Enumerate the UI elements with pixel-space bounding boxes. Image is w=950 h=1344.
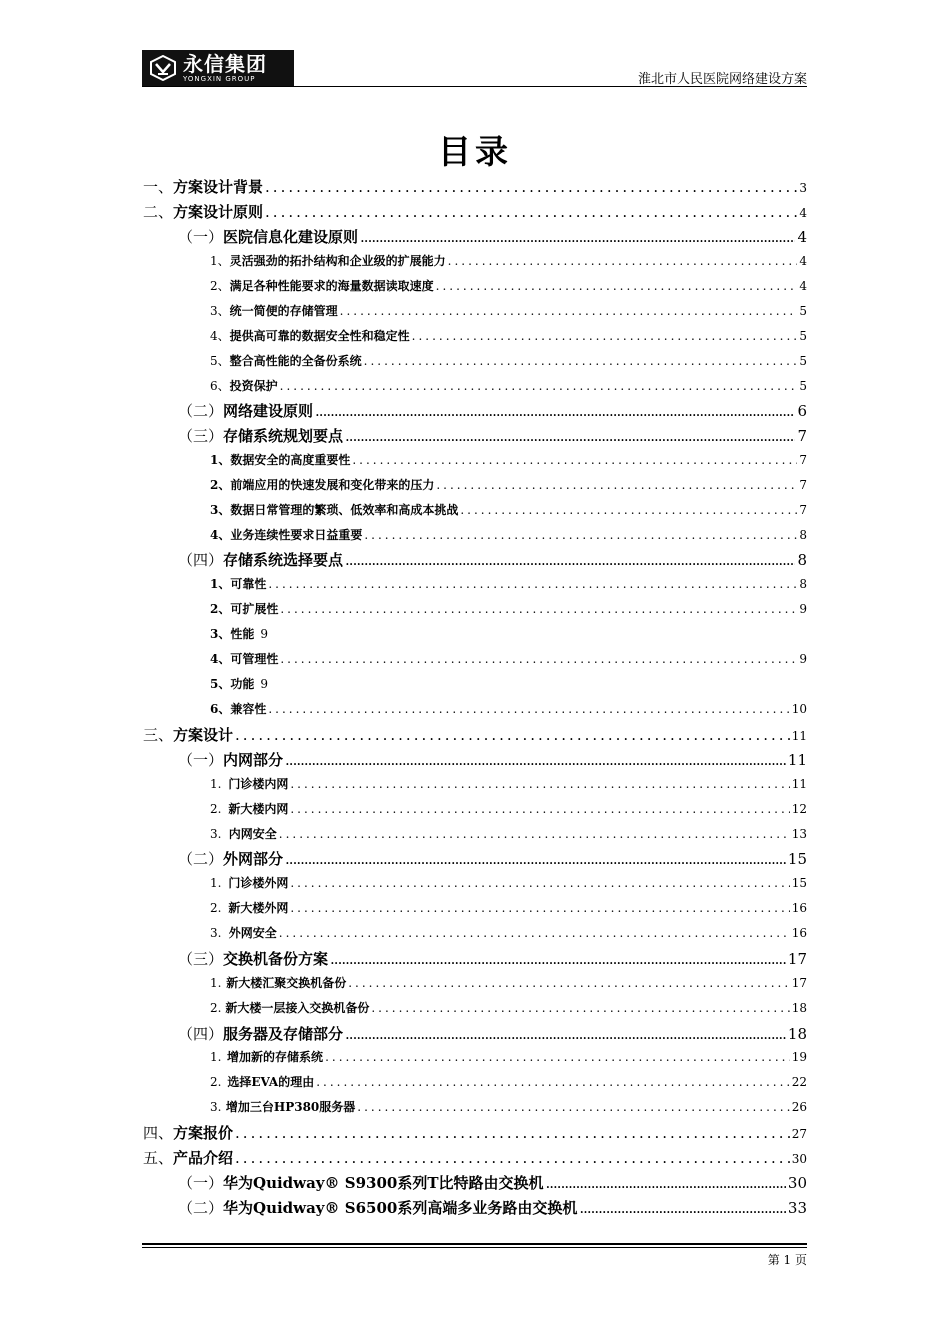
toc-entry-number: （一） — [178, 1174, 224, 1192]
toc-dot-leader — [325, 1050, 790, 1064]
toc-entry[interactable] — [210, 625, 268, 642]
toc-entry-page: 4 — [799, 254, 807, 268]
company-logo — [142, 50, 294, 86]
toc-entry[interactable] — [178, 226, 807, 247]
toc-dot-leader — [371, 1001, 789, 1015]
toc-entry-title: 4、业务连续性要求日益重要 — [210, 528, 363, 542]
toc-entry[interactable] — [210, 924, 807, 941]
toc-entry-page: 3 — [799, 181, 807, 195]
toc-entry-number: 1、 — [210, 254, 230, 268]
toc-entry-number: 2. — [210, 1001, 222, 1015]
toc-entry-page: 6 — [797, 402, 807, 420]
toc-entry-page: 7 — [799, 453, 807, 467]
toc-dot-leader — [364, 528, 797, 542]
toc-entry[interactable] — [178, 400, 807, 421]
header-divider — [142, 86, 807, 87]
toc-entry-page: 9 — [260, 677, 268, 691]
toc-entry-title: 新大楼外网 — [228, 901, 289, 915]
toc-dot-leader — [285, 751, 786, 769]
toc-entry[interactable] — [210, 899, 807, 916]
toc-dot-leader — [285, 850, 786, 868]
toc-entry[interactable] — [210, 327, 807, 344]
toc-entry-number: （三） — [178, 950, 224, 968]
toc-entry-page: 15 — [791, 876, 807, 890]
toc-entry-page: 22 — [791, 1075, 807, 1089]
toc-entry-number: 一、 — [143, 178, 174, 196]
toc-entry[interactable] — [143, 176, 807, 197]
toc-entry-title: 3、性能 — [210, 627, 255, 641]
toc-entry-page: 19 — [791, 1050, 807, 1064]
toc-entry[interactable] — [210, 999, 807, 1016]
toc-entry-number: 2. — [210, 802, 222, 816]
toc-dot-leader — [345, 1025, 786, 1043]
toc-dot-leader — [345, 427, 795, 445]
toc-entry-page: 11 — [791, 729, 807, 743]
footer-divider — [142, 1243, 807, 1245]
toc-entry-title: 满足各种性能要求的海量数据读取速度 — [229, 279, 434, 293]
toc-entry-number: 3、 — [210, 304, 230, 318]
toc-entry[interactable] — [210, 501, 807, 518]
toc-entry-page: 9 — [260, 627, 268, 641]
logo-emblem-icon — [147, 53, 179, 83]
toc-dot-leader — [460, 503, 797, 517]
toc-entry-title: 存储系统选择要点 — [223, 551, 344, 569]
toc-entry-title: 增加新的存储系统 — [227, 1050, 324, 1064]
toc-entry[interactable] — [210, 800, 807, 817]
toc-entry-title: 外网安全 — [228, 926, 277, 940]
toc-entry-title: 外网部分 — [223, 850, 284, 868]
toc-entry[interactable] — [210, 675, 268, 692]
toc-entry-page: 7 — [799, 503, 807, 517]
toc-entry-page: 12 — [791, 802, 807, 816]
toc-entry-number: 2. — [210, 901, 222, 915]
footer-divider-thin — [142, 1247, 807, 1248]
toc-entry[interactable] — [178, 1197, 807, 1218]
toc-dot-leader — [330, 950, 786, 968]
toc-dot-leader — [357, 1100, 789, 1114]
toc-entry[interactable] — [178, 1172, 807, 1193]
toc-entry-number: （二） — [178, 402, 224, 420]
toc-entry[interactable] — [210, 650, 807, 667]
toc-dot-leader — [345, 551, 795, 569]
toc-entry-number: （二） — [178, 1199, 224, 1217]
toc-entry-page: 18 — [787, 1025, 807, 1043]
toc-dot-leader — [436, 279, 798, 293]
toc-entry-number: 3. — [210, 1100, 222, 1114]
toc-entry-number: （二） — [178, 850, 224, 868]
toc-entry-title: 医院信息化建设原则 — [223, 228, 359, 246]
toc-entry-page: 4 — [799, 206, 807, 220]
toc-entry[interactable] — [210, 1098, 807, 1115]
toc-entry[interactable] — [210, 352, 807, 369]
toc-dot-leader — [290, 901, 789, 915]
toc-dot-leader — [448, 254, 798, 268]
toc-dot-leader — [360, 228, 795, 246]
toc-entry-number: （一） — [178, 228, 224, 246]
toc-entry[interactable] — [178, 549, 807, 570]
toc-entry[interactable] — [178, 948, 807, 969]
toc-dot-leader — [280, 652, 797, 666]
toc-entry-title: 灵活强劲的拓扑结构和企业级的扩展能力 — [229, 254, 446, 268]
toc-entry-page: 16 — [791, 901, 807, 915]
toc-dot-leader — [268, 577, 797, 591]
toc-entry[interactable] — [210, 700, 807, 717]
toc-entry-number: 二、 — [143, 203, 174, 221]
toc-entry-title: 提供高可靠的数据安全性和稳定性 — [229, 329, 410, 343]
toc-entry[interactable] — [178, 1023, 807, 1044]
toc-entry-page: 11 — [791, 777, 807, 791]
toc-dot-leader — [579, 1199, 786, 1217]
toc-dot-leader — [315, 402, 795, 420]
toc-entry-number: 2. — [210, 1075, 222, 1089]
toc-entry[interactable] — [210, 775, 807, 792]
logo-english-text: YONGXIN GROUP — [183, 74, 256, 83]
toc-entry-page: 17 — [787, 950, 807, 968]
toc-entry-title: 交换机备份方案 — [223, 950, 329, 968]
toc-dot-leader — [280, 602, 797, 616]
toc-dot-leader — [279, 827, 790, 841]
toc-entry-title: 服务器及存储部分 — [223, 1025, 344, 1043]
toc-entry-title: 方案设计背景 — [173, 178, 264, 196]
toc-entry-page: 13 — [791, 827, 807, 841]
toc-entry-page: 8 — [799, 528, 807, 542]
toc-entry-title: 门诊楼外网 — [228, 876, 289, 890]
toc-entry-number: （一） — [178, 751, 224, 769]
toc-entry-number: （四） — [178, 551, 224, 569]
toc-entry[interactable] — [210, 575, 807, 592]
toc-entry-title: 1、数据安全的高度重要性 — [210, 453, 351, 467]
toc-entry[interactable] — [210, 252, 807, 269]
toc-entry-page: 9 — [799, 602, 807, 616]
toc-entry-title: 统一简便的存储管理 — [229, 304, 338, 318]
toc-entry-title: 方案设计 — [173, 726, 234, 744]
toc-entry[interactable] — [210, 526, 807, 543]
toc-entry-page: 10 — [791, 702, 807, 716]
toc-entry-page: 8 — [797, 551, 807, 569]
toc-entry-title: 投资保护 — [229, 379, 278, 393]
toc-entry-page: 5 — [799, 379, 807, 393]
toc-entry-number: 3. — [210, 827, 222, 841]
toc-entry-page: 4 — [799, 279, 807, 293]
toc-entry-number: （三） — [178, 427, 224, 445]
toc-entry[interactable] — [210, 1073, 807, 1090]
toc-entry-page: 18 — [791, 1001, 807, 1015]
logo-chinese-text: 永信集团 — [183, 51, 267, 76]
toc-dot-leader — [235, 1124, 790, 1142]
toc-entry-page: 4 — [797, 228, 807, 246]
toc-dot-leader — [316, 1075, 790, 1089]
toc-entry-number: 五、 — [143, 1149, 174, 1167]
toc-entry[interactable] — [210, 451, 807, 468]
toc-entry-title: 6、兼容性 — [210, 702, 267, 716]
toc-entry[interactable] — [143, 201, 807, 222]
toc-entry-page: 33 — [787, 1199, 807, 1217]
toc-entry[interactable] — [210, 974, 807, 991]
toc-entry[interactable] — [210, 277, 807, 294]
toc-entry-title: 选择EVA的理由 — [227, 1075, 315, 1089]
toc-entry-page: 15 — [787, 850, 807, 868]
page-header — [142, 50, 807, 88]
toc-entry-title: 2、前端应用的快速发展和变化带来的压力 — [210, 478, 435, 492]
toc-entry-page: 30 — [791, 1152, 807, 1166]
toc-entry-page: 7 — [799, 478, 807, 492]
toc-entry-page: 8 — [799, 577, 807, 591]
toc-entry[interactable] — [210, 1048, 807, 1065]
page-number: 第 1 页 — [767, 1253, 807, 1267]
toc-entry-number: 5、 — [210, 354, 230, 368]
toc-entry-number: 1. — [210, 876, 222, 890]
toc-entry-title: 内网部分 — [223, 751, 284, 769]
toc-dot-leader — [265, 203, 797, 221]
toc-entry-number: 2、 — [210, 279, 230, 293]
toc-dot-leader — [290, 876, 789, 890]
toc-entry[interactable] — [143, 1122, 807, 1143]
toc-entry[interactable] — [178, 425, 807, 446]
toc-entry-title: 增加三台HP380服务器 — [225, 1100, 356, 1114]
toc-dot-leader — [364, 354, 798, 368]
toc-entry[interactable] — [210, 377, 807, 394]
toc-dot-leader — [279, 926, 790, 940]
toc-entry-title: 5、功能 — [210, 677, 255, 691]
toc-entry-title: 网络建设原则 — [223, 402, 314, 420]
toc-entry-page: 26 — [791, 1100, 807, 1114]
toc-dot-leader — [412, 329, 798, 343]
toc-entry-page: 5 — [799, 329, 807, 343]
toc-entry-title: 新大楼一层接入交换机备份 — [225, 1001, 370, 1015]
toc-entry-title: 方案设计原则 — [173, 203, 264, 221]
toc-dot-leader — [280, 379, 798, 393]
toc-entry-number: 四、 — [143, 1124, 174, 1142]
toc-entry-number: 3. — [210, 926, 222, 940]
toc-entry[interactable] — [178, 749, 807, 770]
toc-entry[interactable] — [178, 848, 807, 869]
toc-entry-title: 华为Quidway® S6500系列高端多业务路由交换机 — [223, 1199, 578, 1217]
toc-entry-page: 16 — [791, 926, 807, 940]
toc-entry-page: 11 — [787, 751, 807, 769]
toc-dot-leader — [290, 802, 789, 816]
toc-entry-title: 内网安全 — [228, 827, 277, 841]
toc-entry-number: 1. — [210, 976, 222, 990]
toc-entry-page: 17 — [791, 976, 807, 990]
toc-heading: 目录 — [438, 132, 512, 171]
toc-entry-page: 5 — [799, 304, 807, 318]
toc-entry-page: 9 — [799, 652, 807, 666]
toc-entry-number: 4、 — [210, 329, 230, 343]
toc-entry-number: （四） — [178, 1025, 224, 1043]
toc-entry-title: 华为Quidway® S9300系列T比特路由交换机 — [223, 1174, 544, 1192]
toc-entry-title: 产品介绍 — [173, 1149, 234, 1167]
toc-entry-number: 三、 — [143, 726, 174, 744]
toc-dot-leader — [352, 453, 797, 467]
toc-dot-leader — [436, 478, 797, 492]
toc-entry-number: 1. — [210, 1050, 222, 1064]
toc-entry-page: 30 — [787, 1174, 807, 1192]
toc-dot-leader — [268, 702, 789, 716]
toc-dot-leader — [340, 304, 798, 318]
toc-entry-title: 3、数据日常管理的繁琐、低效率和高成本挑战 — [210, 503, 459, 517]
toc-dot-leader — [290, 777, 789, 791]
toc-entry-title: 方案报价 — [173, 1124, 234, 1142]
toc-dot-leader — [235, 726, 790, 744]
toc-entry-title: 1、可靠性 — [210, 577, 267, 591]
toc-entry[interactable] — [143, 1147, 807, 1168]
toc-entry[interactable] — [210, 600, 807, 617]
toc-dot-leader — [265, 178, 797, 196]
toc-entry-number: 1. — [210, 777, 222, 791]
toc-entry-title: 存储系统规划要点 — [223, 427, 344, 445]
toc-entry-title: 新大楼内网 — [228, 802, 289, 816]
toc-entry[interactable] — [210, 476, 807, 493]
toc-entry[interactable] — [210, 825, 807, 842]
toc-entry-title: 新大楼汇聚交换机备份 — [226, 976, 347, 990]
toc-dot-leader — [546, 1174, 786, 1192]
toc-entry-page: 5 — [799, 354, 807, 368]
toc-entry-title: 2、可扩展性 — [210, 602, 279, 616]
toc-entry-title: 整合高性能的全备份系统 — [229, 354, 362, 368]
toc-entry[interactable] — [210, 874, 807, 891]
toc-dot-leader — [235, 1149, 790, 1167]
toc-entry-page: 27 — [791, 1127, 807, 1141]
toc-dot-leader — [348, 976, 790, 990]
toc-entry[interactable] — [210, 302, 807, 319]
document-title: 淮北市人民医院网络建设方案 — [637, 72, 807, 87]
toc-entry-number: 6、 — [210, 379, 230, 393]
toc-entry-page: 7 — [797, 427, 807, 445]
toc-entry[interactable] — [143, 724, 807, 745]
toc-entry-title: 4、可管理性 — [210, 652, 279, 666]
toc-entry-title: 门诊楼内网 — [228, 777, 289, 791]
